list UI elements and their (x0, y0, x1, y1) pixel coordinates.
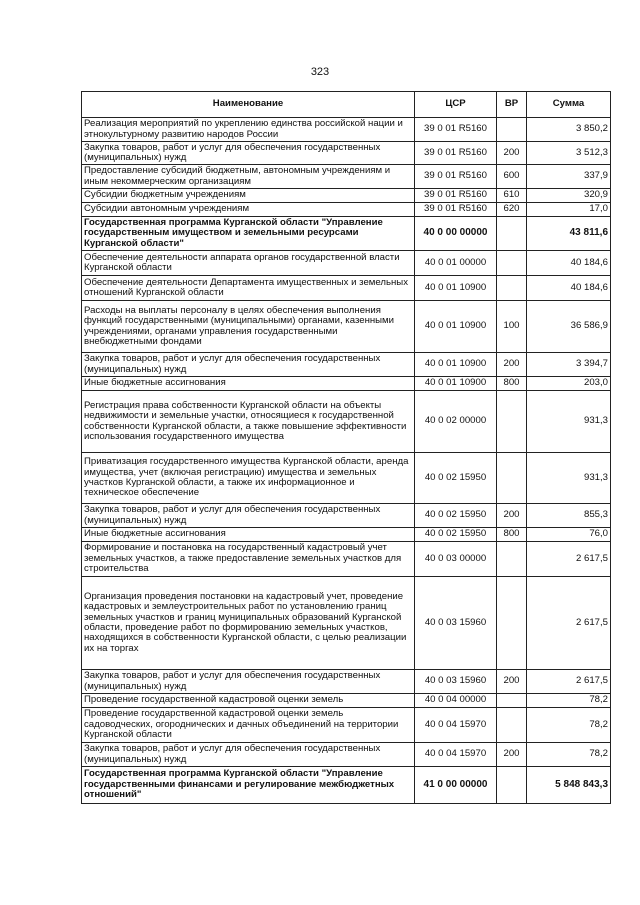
cell-vr (497, 276, 527, 301)
table-row (82, 743, 611, 767)
cell-csr: 40 0 02 15950 (415, 528, 497, 542)
cell-vr: 200 (497, 670, 527, 694)
cell-name: Организация проведения постановки на кадастровый учет, проведение кадастровых и землеустроительных работ по установлению границ земельных участков и границ муниципальных образований Курганской области, проведение работ по формированию земельных участков, находящихся в собственности Курганской области, с целью реализации их на торгах (82, 577, 415, 670)
cell-sum: 43 811,6 (527, 217, 611, 251)
cell-vr: 200 (497, 504, 527, 528)
cell-csr: 39 0 01 R5160 (415, 203, 497, 217)
cell-vr (497, 391, 527, 453)
cell-name: Субсидии бюджетным учреждениям (82, 189, 415, 203)
header-vr: ВР (497, 92, 527, 118)
cell-sum: 78,2 (527, 708, 611, 743)
table-row (82, 301, 611, 353)
cell-name: Проведение государственной кадастровой оценки земель садоводческих, огороднических и дачных объединений на территории Курганской области (82, 708, 415, 743)
cell-vr: 610 (497, 189, 527, 203)
table-row (82, 453, 611, 504)
budget-table (81, 91, 611, 804)
cell-sum: 40 184,6 (527, 276, 611, 301)
cell-csr: 40 0 02 15950 (415, 453, 497, 504)
table-row (82, 118, 611, 142)
cell-sum: 36 586,9 (527, 301, 611, 353)
cell-vr (497, 577, 527, 670)
cell-sum: 337,9 (527, 165, 611, 189)
cell-sum: 5 848 843,3 (527, 767, 611, 804)
cell-name: Предоставление субсидий бюджетным, автономным учреждениям и иным некоммерческим организациям (82, 165, 415, 189)
cell-csr: 40 0 01 00000 (415, 251, 497, 276)
cell-csr: 40 0 03 15960 (415, 670, 497, 694)
cell-vr (497, 118, 527, 142)
table-row (82, 708, 611, 743)
cell-sum: 17,0 (527, 203, 611, 217)
cell-vr: 800 (497, 528, 527, 542)
cell-csr: 39 0 01 R5160 (415, 118, 497, 142)
cell-vr: 200 (497, 142, 527, 165)
table-row (82, 670, 611, 694)
cell-name: Иные бюджетные ассигнования (82, 377, 415, 391)
table-row (82, 377, 611, 391)
cell-sum: 203,0 (527, 377, 611, 391)
header-name: Наименование (82, 92, 415, 118)
cell-name: Расходы на выплаты персоналу в целях обеспечения выполнения функций государственными (муниципальными) органами, казенными учреждениями, органами управления государственными внебюджетными фондами (82, 301, 415, 353)
cell-sum: 78,2 (527, 694, 611, 708)
cell-csr: 40 0 02 00000 (415, 391, 497, 453)
cell-vr: 200 (497, 743, 527, 767)
cell-csr: 41 0 00 00000 (415, 767, 497, 804)
cell-name: Закупка товаров, работ и услуг для обеспечения государственных (муниципальных) нужд (82, 353, 415, 377)
table-row (82, 577, 611, 670)
cell-name: Регистрация права собственности Курганской области на объекты недвижимости и земельные участки, относящиеся к государственной собственности Курганской области, а также повышение эффективности использования государственного имущества (82, 391, 415, 453)
cell-name: Закупка товаров, работ и услуг для обеспечения государственных (муниципальных) нужд (82, 504, 415, 528)
cell-csr: 40 0 01 10900 (415, 276, 497, 301)
cell-sum: 3 394,7 (527, 353, 611, 377)
cell-vr: 100 (497, 301, 527, 353)
cell-vr: 200 (497, 353, 527, 377)
header-csr: ЦСР (415, 92, 497, 118)
table-row (82, 142, 611, 165)
cell-name: Приватизация государственного имущества Курганской области, аренда имущества, учет (включая регистрацию) имущества и земельных участков Курганской области, а также их информационное и техническое обеспечение (82, 453, 415, 504)
table-row (82, 203, 611, 217)
table-row (82, 217, 611, 251)
cell-vr (497, 542, 527, 577)
cell-name: Закупка товаров, работ и услуг для обеспечения государственных (муниципальных) нужд (82, 743, 415, 767)
cell-sum: 855,3 (527, 504, 611, 528)
cell-name: Государственная программа Курганской области "Управление государственным имуществом и земельными ресурсами Курганской области" (82, 217, 415, 251)
cell-csr: 40 0 03 00000 (415, 542, 497, 577)
cell-sum: 3 850,2 (527, 118, 611, 142)
table-row (82, 251, 611, 276)
cell-vr (497, 453, 527, 504)
cell-sum: 40 184,6 (527, 251, 611, 276)
cell-sum: 3 512,3 (527, 142, 611, 165)
cell-name: Закупка товаров, работ и услуг для обеспечения государственных (муниципальных) нужд (82, 670, 415, 694)
cell-vr (497, 767, 527, 804)
cell-csr: 40 0 01 10900 (415, 301, 497, 353)
cell-name: Субсидии автономным учреждениям (82, 203, 415, 217)
cell-csr: 39 0 01 R5160 (415, 165, 497, 189)
cell-name: Реализация мероприятий по укреплению единства российской нации и этнокультурному развитию народов России (82, 118, 415, 142)
cell-sum: 78,2 (527, 743, 611, 767)
cell-sum: 931,3 (527, 391, 611, 453)
cell-name: Иные бюджетные ассигнования (82, 528, 415, 542)
cell-name: Закупка товаров, работ и услуг для обеспечения государственных (муниципальных) нужд (82, 142, 415, 165)
table-header-row (82, 92, 611, 118)
cell-csr: 40 0 04 15970 (415, 743, 497, 767)
cell-csr: 40 0 01 10900 (415, 377, 497, 391)
cell-csr: 40 0 02 15950 (415, 504, 497, 528)
table-row (82, 165, 611, 189)
cell-vr: 600 (497, 165, 527, 189)
cell-csr: 39 0 01 R5160 (415, 142, 497, 165)
table-row (82, 528, 611, 542)
table-row (82, 694, 611, 708)
cell-name: Обеспечение деятельности аппарата органов государственной власти Курганской области (82, 251, 415, 276)
cell-sum: 2 617,5 (527, 542, 611, 577)
cell-name: Проведение государственной кадастровой оценки земель (82, 694, 415, 708)
page-number: 323 (310, 66, 330, 78)
table-row (82, 391, 611, 453)
cell-vr (497, 708, 527, 743)
cell-sum: 2 617,5 (527, 670, 611, 694)
cell-vr: 620 (497, 203, 527, 217)
cell-name: Обеспечение деятельности Департамента имущественных и земельных отношений Курганской области (82, 276, 415, 301)
cell-csr: 40 0 00 00000 (415, 217, 497, 251)
cell-csr: 39 0 01 R5160 (415, 189, 497, 203)
cell-csr: 40 0 03 15960 (415, 577, 497, 670)
cell-vr (497, 251, 527, 276)
table-row (82, 542, 611, 577)
table-row (82, 504, 611, 528)
cell-csr: 40 0 01 10900 (415, 353, 497, 377)
cell-sum: 931,3 (527, 453, 611, 504)
cell-sum: 76,0 (527, 528, 611, 542)
table-row (82, 767, 611, 804)
cell-csr: 40 0 04 00000 (415, 694, 497, 708)
cell-vr (497, 694, 527, 708)
table-row (82, 276, 611, 301)
table-row (82, 353, 611, 377)
cell-csr: 40 0 04 15970 (415, 708, 497, 743)
cell-sum: 320,9 (527, 189, 611, 203)
header-sum: Сумма (527, 92, 611, 118)
cell-vr (497, 217, 527, 251)
cell-vr: 800 (497, 377, 527, 391)
cell-sum: 2 617,5 (527, 577, 611, 670)
table-row (82, 189, 611, 203)
table-body (82, 118, 611, 804)
cell-name: Формирование и постановка на государственный кадастровый учет земельных участков, а также предоставление земельных участков для строительства (82, 542, 415, 577)
cell-name: Государственная программа Курганской области "Управление государственными финансами и регулирование межбюджетных отношений" (82, 767, 415, 804)
